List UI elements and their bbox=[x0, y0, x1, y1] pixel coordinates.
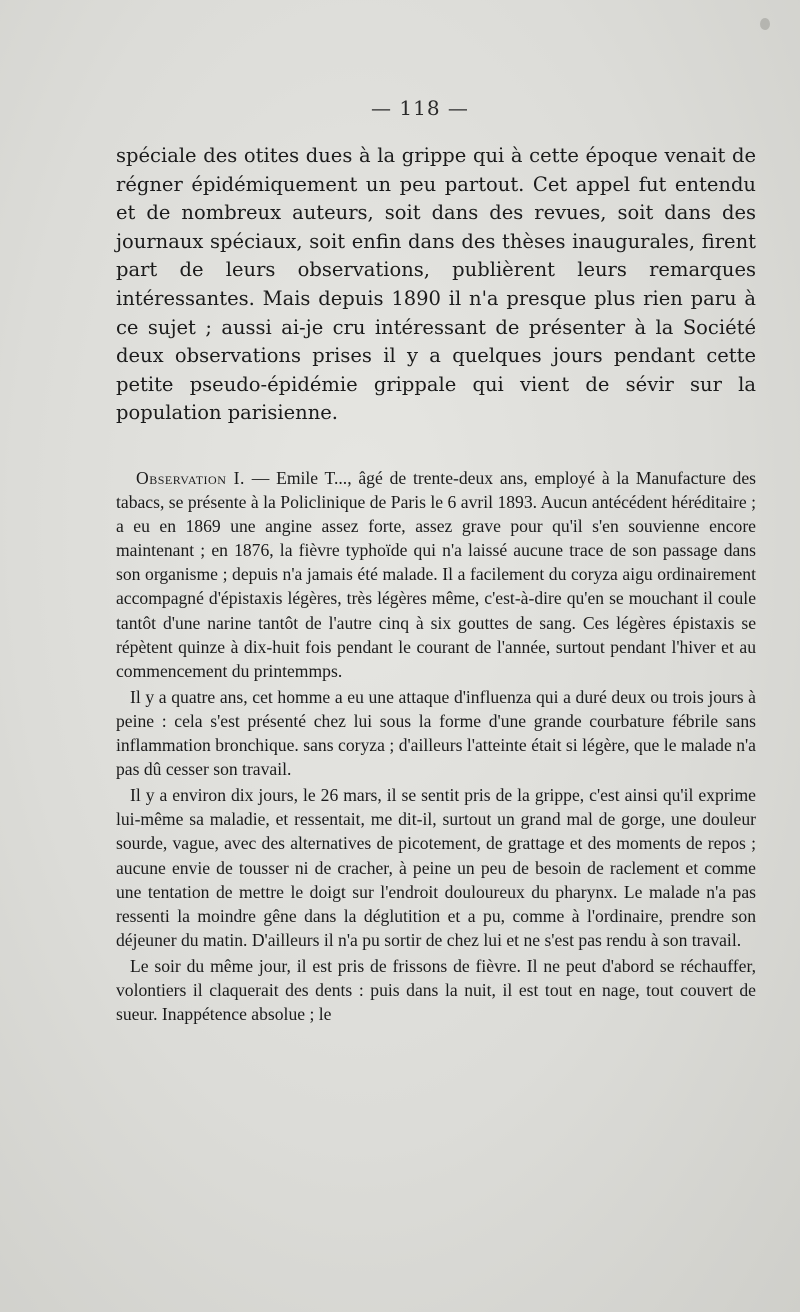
page-number: — 118 — bbox=[371, 96, 469, 120]
observation-paragraph-2: Il y a quatre ans, cet homme a eu une attaque d'influenza qui a duré deux ou trois jours à peine : cela s'est présenté chez lui sous la forme d'une grande courbature fébrile sans inflammation bronchique. sans coryza ; d'ailleurs l'atteinte était si légère, que le malade n'a pas dû cesser son travail. bbox=[116, 686, 756, 780]
observation-paragraph-1 bbox=[116, 466, 756, 683]
observation-paragraph-4: Le soir du même jour, il est pris de frissons de fièvre. Il ne peut d'abord se réchauffer, volontiers il claquerait des dents : puis dans la nuit, il est tout en nage, tout couvert de sueur. Inappétence absolue ; le bbox=[116, 955, 756, 1025]
ink-spot bbox=[760, 18, 770, 30]
observation-paragraph-1-text: — Emile T..., âgé de trente-deux ans, employé à la Manufacture des tabacs, se présente à la Policlinique de Paris le 6 avril 1893. Aucun antécédent héréditaire ; a eu en 1869 une angine assez forte, assez grave pour qu'il s'en souvienne encore maintenant ; en 1876, la fièvre typhoïde qui n'a laissé aucune trace de son passage dans son organisme ; depuis n'a jamais été malade. Il a facilement du coryza aigu ordinairement accompagné d'épistaxis légères, très légères même, c'est-à-dire qu'en se mouchant il coule tantôt d'une narine tantôt de l'autre cinq à six gouttes de sang. Ces légères épistaxis se répètent quinze à dix-huit fois pendant le courant de l'année, surtout pendant l'hiver et au commencement du printemmps. bbox=[116, 468, 757, 681]
observation-paragraph-3: Il y a environ dix jours, le 26 mars, il se sentit pris de la grippe, c'est ainsi qu'il exprime lui-même sa maladie, et ressentait, me dit-il, surtout un grand mal de gorge, une douleur sourde, vague, avec des alternatives de picotement, de grattage et des moments de repos ; aucune envie de tousser ni de cracher, à peine un peu de besoin de raclement et comme une tentation de mettre le doigt sur l'endroit douloureux du pharynx. Le malade n'a pas ressenti la moindre gêne dans la déglutition et a pu, comme à l'ordinaire, prendre son déjeuner du matin. D'ailleurs il n'a pu sortir de chez lui et ne s'est pas rendu à son travail. bbox=[116, 785, 756, 950]
observation-heading: Observation I. bbox=[136, 468, 245, 488]
observation-section bbox=[116, 466, 756, 1026]
intro-paragraph: spéciale des otites dues à la grippe qui à cette époque venait de régner épidémiquement un peu partout. Cet appel fut entendu et de nombreux auteurs, soit dans des revues, soit dans des journaux spéciaux, soit enfin dans des thèses inaugurales, firent part de leurs observations, publièrent leurs remarques intéressantes. Mais depuis 1890 il n'a presque plus rien paru à ce sujet ; aussi ai-je cru intéressant de présenter à la Société deux observations prises il y a quelques jours pendant cette petite pseudo-épidémie grippale qui vient de sévir sur la population parisienne. bbox=[116, 144, 756, 425]
